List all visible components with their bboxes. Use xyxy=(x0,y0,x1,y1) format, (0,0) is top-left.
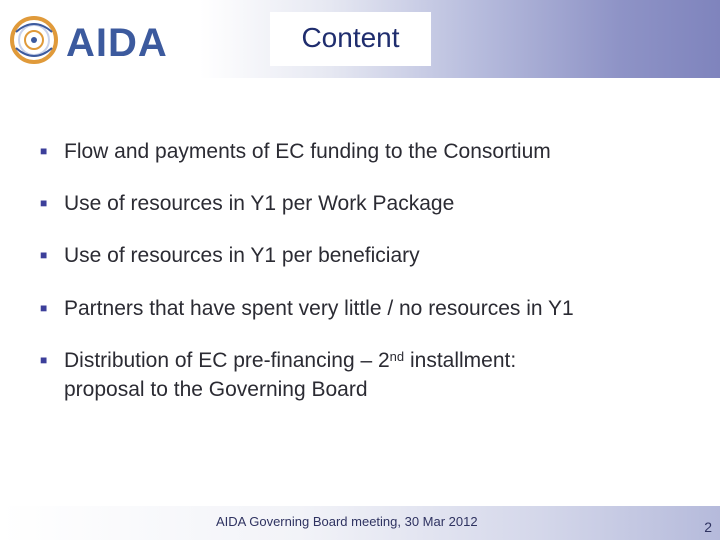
list-item xyxy=(40,189,700,218)
aida-emblem-icon xyxy=(12,18,56,62)
list-item xyxy=(40,241,700,270)
list-item xyxy=(40,294,700,323)
bullet-text xyxy=(64,346,516,404)
bullet-text: Use of resources in Y1 per Work Package xyxy=(64,192,455,215)
list-item xyxy=(40,346,700,404)
slide-title: Content xyxy=(301,22,400,53)
bullet-text: Use of resources in Y1 per beneficiary xyxy=(64,244,420,267)
logo-wordmark: AIDA xyxy=(66,21,168,65)
bullet-square-icon: ■ xyxy=(40,196,48,210)
list-item xyxy=(40,137,700,166)
bullet-square-icon: ■ xyxy=(40,248,48,262)
bullet-square-icon: ■ xyxy=(40,353,48,367)
slide-header xyxy=(0,0,720,78)
bullet-text-line2: proposal to the Governing Board xyxy=(64,378,368,401)
bullet-text: Partners that have spent very little / no resources in Y1 xyxy=(64,297,574,320)
title-box xyxy=(270,12,431,66)
bullet-text: Flow and payments of EC funding to the Consortium xyxy=(64,140,551,163)
bullet-square-icon: ■ xyxy=(40,301,48,315)
ordinal-superscript: nd xyxy=(389,349,405,364)
aida-logo xyxy=(6,6,196,72)
bullet-text-part: installment: xyxy=(404,349,517,372)
bullet-text-part: Distribution of EC pre-financing – 2 xyxy=(64,349,390,372)
page-number: 2 xyxy=(704,519,712,535)
bullet-square-icon: ■ xyxy=(40,144,48,158)
footer-text: AIDA Governing Board meeting, 30 Mar 2012 xyxy=(216,514,478,529)
